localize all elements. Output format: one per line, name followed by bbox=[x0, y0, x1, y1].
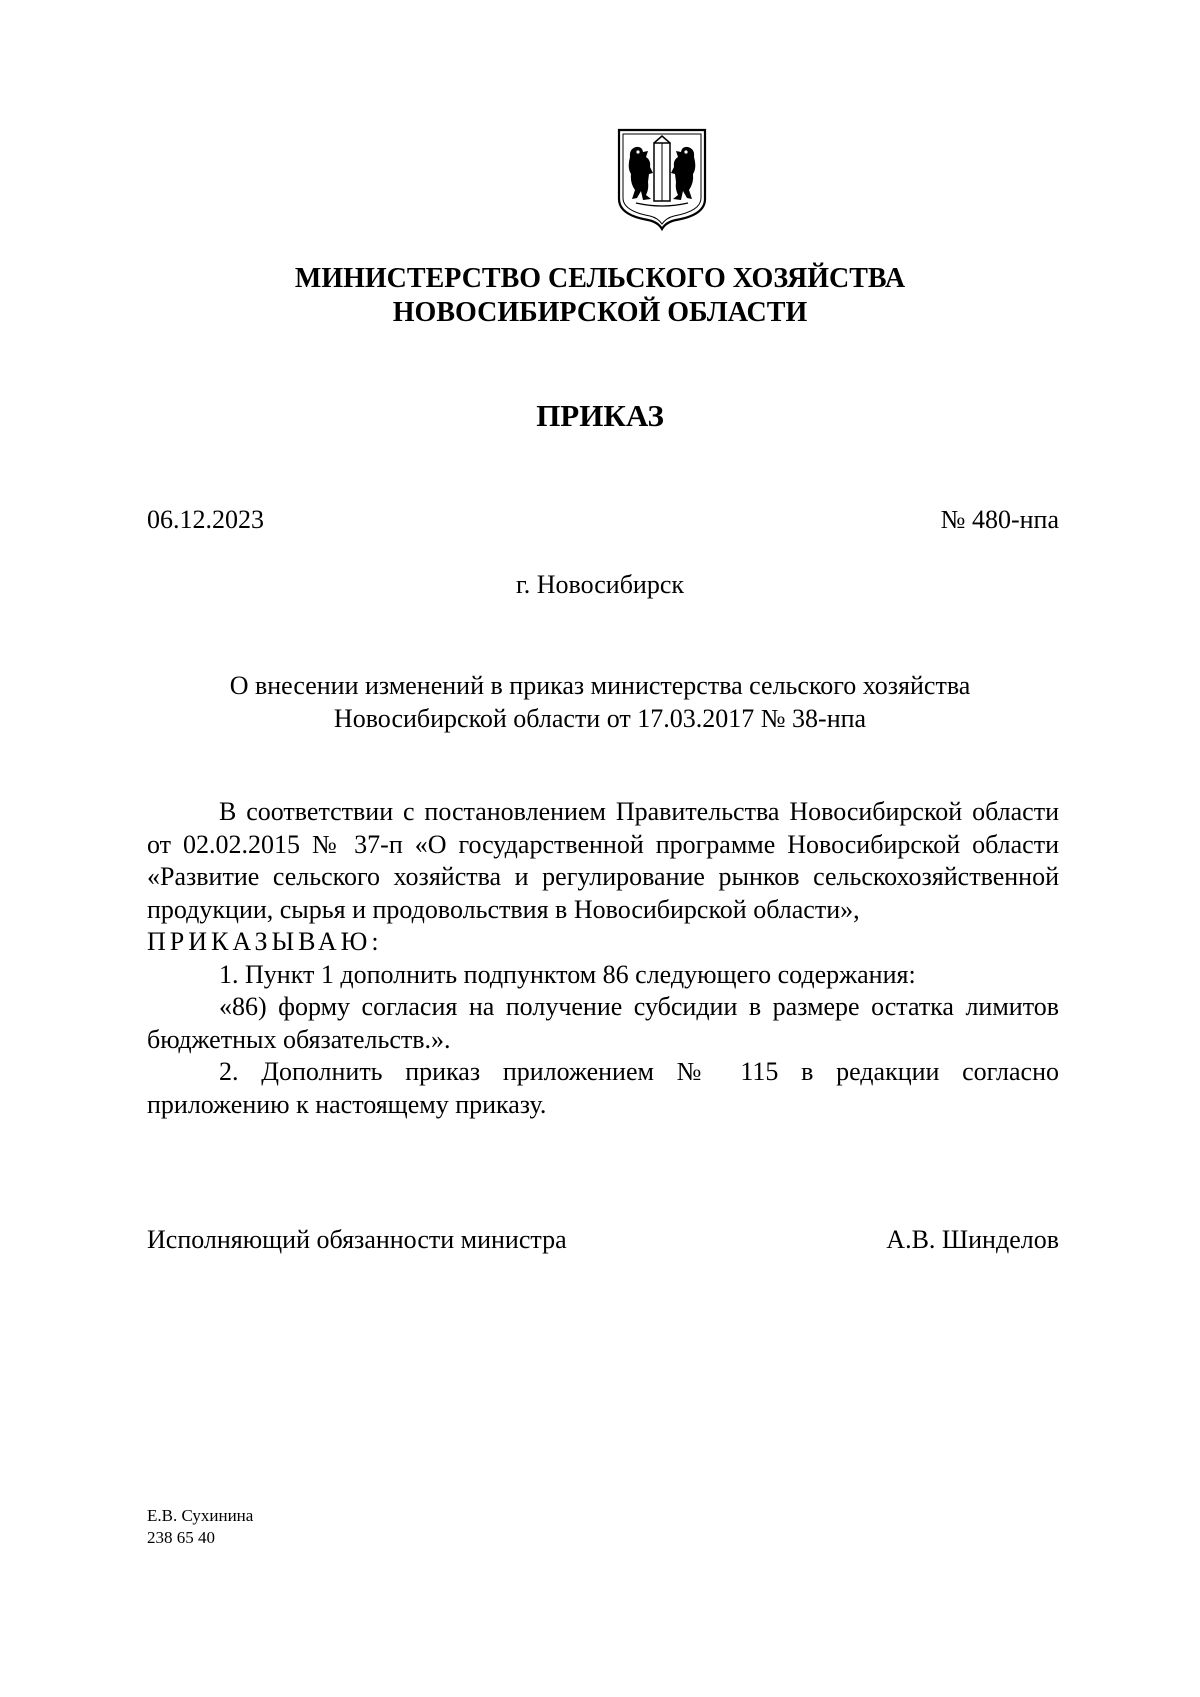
subject-line1: О внесении изменений в приказ министерства сельского хозяйства bbox=[229, 671, 971, 700]
subject-line2: Новосибирской области от 17.03.2017 № 38-нпа bbox=[333, 704, 867, 733]
document-subject bbox=[0, 669, 1200, 735]
preamble-paragraph: В соответствии с постановлением Правительства Новосибирской области от 02.02.2015 № 37-п «О государственной программе Новосибирской области «Развитие сельского хозяйства и регулирование рынков сельскохозяйственной продукции, сырья и продовольствия в Новосибирской области», bbox=[147, 797, 1059, 924]
signatory-name: А.В. Шинделов bbox=[886, 1225, 1059, 1254]
order-item-2: 2. Дополнить приказ приложением № 115 в редакции согласно приложению к настоящему приказу. bbox=[147, 1057, 1059, 1119]
order-word: ПРИКАЗЫВАЮ: bbox=[147, 927, 383, 956]
document-body bbox=[147, 796, 1059, 1121]
coat-of-arms-icon bbox=[616, 127, 708, 231]
document-number: № 480-нпа bbox=[940, 505, 1059, 534]
ministry-name-line1: МИНИСТЕРСТВО СЕЛЬСКОГО ХОЗЯЙСТВА bbox=[294, 263, 906, 294]
executor-block bbox=[147, 1505, 253, 1549]
executor-phone: 238 65 40 bbox=[147, 1528, 215, 1547]
ministry-name bbox=[0, 262, 1200, 330]
signatory-position: Исполняющий обязанности министра bbox=[147, 1225, 567, 1254]
order-item-1-quote: «86) форму согласия на получение субсидии в размере остатка лимитов бюджетных обязательств.». bbox=[147, 992, 1059, 1054]
document-city: г. Новосибирск bbox=[515, 570, 685, 599]
document-type-title: ПРИКАЗ bbox=[536, 398, 664, 433]
document-date: 06.12.2023 bbox=[147, 505, 264, 534]
executor-name: Е.В. Сухинина bbox=[147, 1506, 254, 1525]
ministry-name-line2: НОВОСИБИРСКОЙ ОБЛАСТИ bbox=[392, 297, 808, 328]
order-item-1: 1. Пункт 1 дополнить подпунктом 86 следующего содержания: bbox=[219, 959, 916, 989]
